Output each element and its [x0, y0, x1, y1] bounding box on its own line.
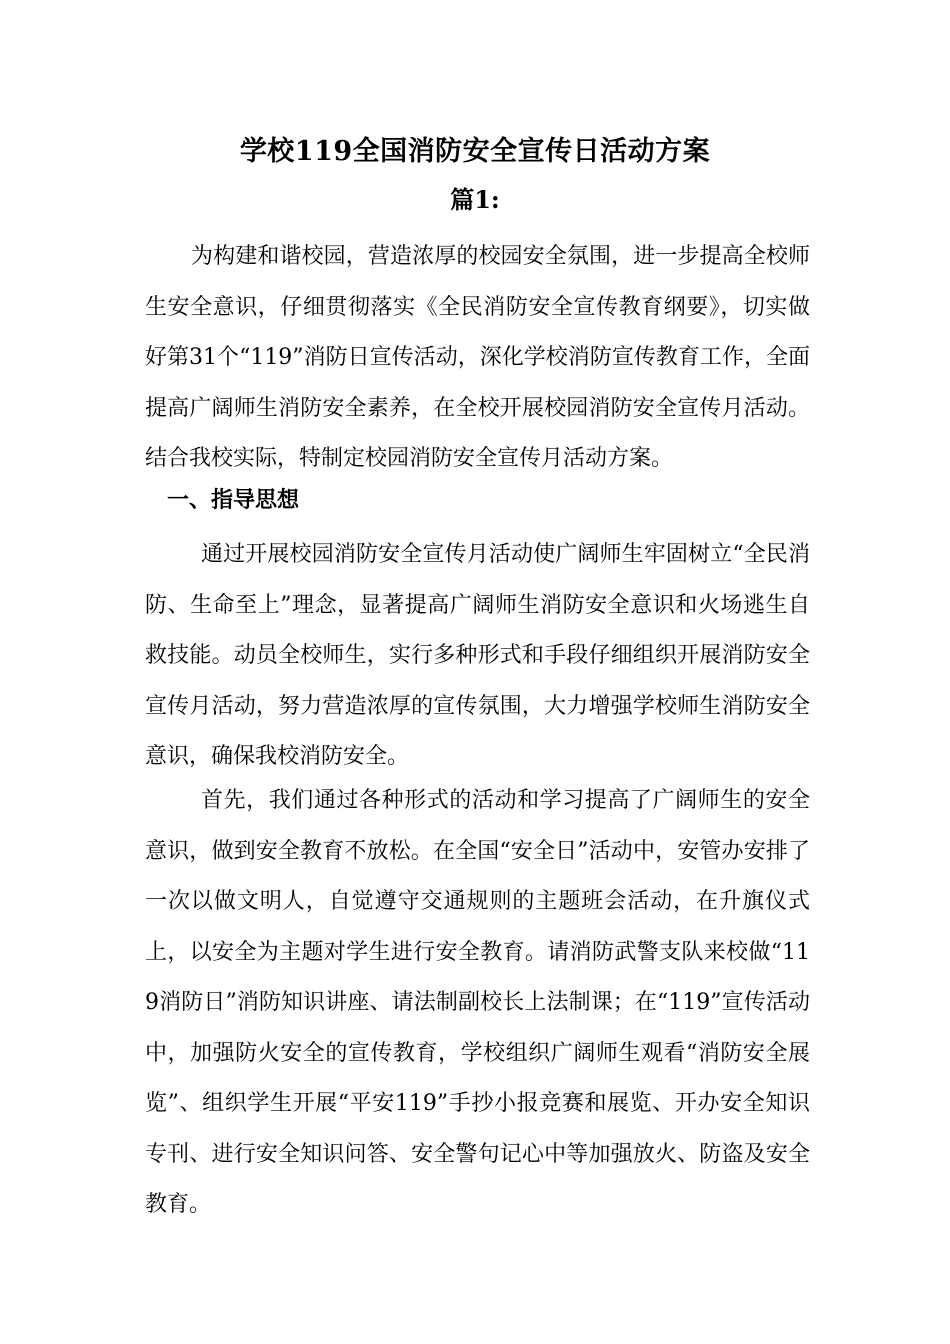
section-heading-guiding-ideology: 一、指导思想: [167, 487, 300, 513]
guiding-ideology-paragraph: 通过开展校园消防安全宣传月活动使广阔师生牢固树立“全民消防、生命至上”理念，显著提高广阔师生消防安全意识和火场逃生自救技能。动员全校师生，实行多种形式和手段仔细组织开展消防安全宣传月活动，努力营造浓厚的宣传氛围，大力增强学校师生消防安全意识，确保我校消防安全。: [145, 542, 810, 769]
document-title: 学校119全国消防安全宣传日活动方案: [239, 136, 711, 167]
document-subtitle: 篇1:: [450, 185, 500, 214]
intro-paragraph: 为构建和谐校园，营造浓厚的校园安全氛围，进一步提高全校师生安全意识，仔细贯彻落实《全民消防安全宣传教育纲要》，切实做好第31个“119”消防日宣传活动，深化学校消防宣传教育工作，全面提高广阔师生消防安全素养，在全校开展校园消防安全宣传月活动。结合我校实际，特制定校园消防安全宣传月活动方案。: [145, 244, 810, 471]
activities-paragraph: 首先，我们通过各种形式的活动和学习提高了广阔师生的安全意识，做到安全教育不放松。在全国“安全日”活动中，安管办安排了一次以做文明人，自觉遵守交通规则的主题班会活动，在升旗仪式上，以安全为主题对学生进行安全教育。请消防武警支队来校做“119消防日”消防知识讲座、请法制副校长上法制课；在“119”宣传活动中，加强防火安全的宣传教育，学校组织广阔师生观看“消防安全展览”、组织学生开展“平安119”手抄小报竞赛和展览、开办安全知识专刊、进行安全知识问答、安全警句记心中等加强放火、防盗及安全教育。: [145, 788, 810, 1217]
